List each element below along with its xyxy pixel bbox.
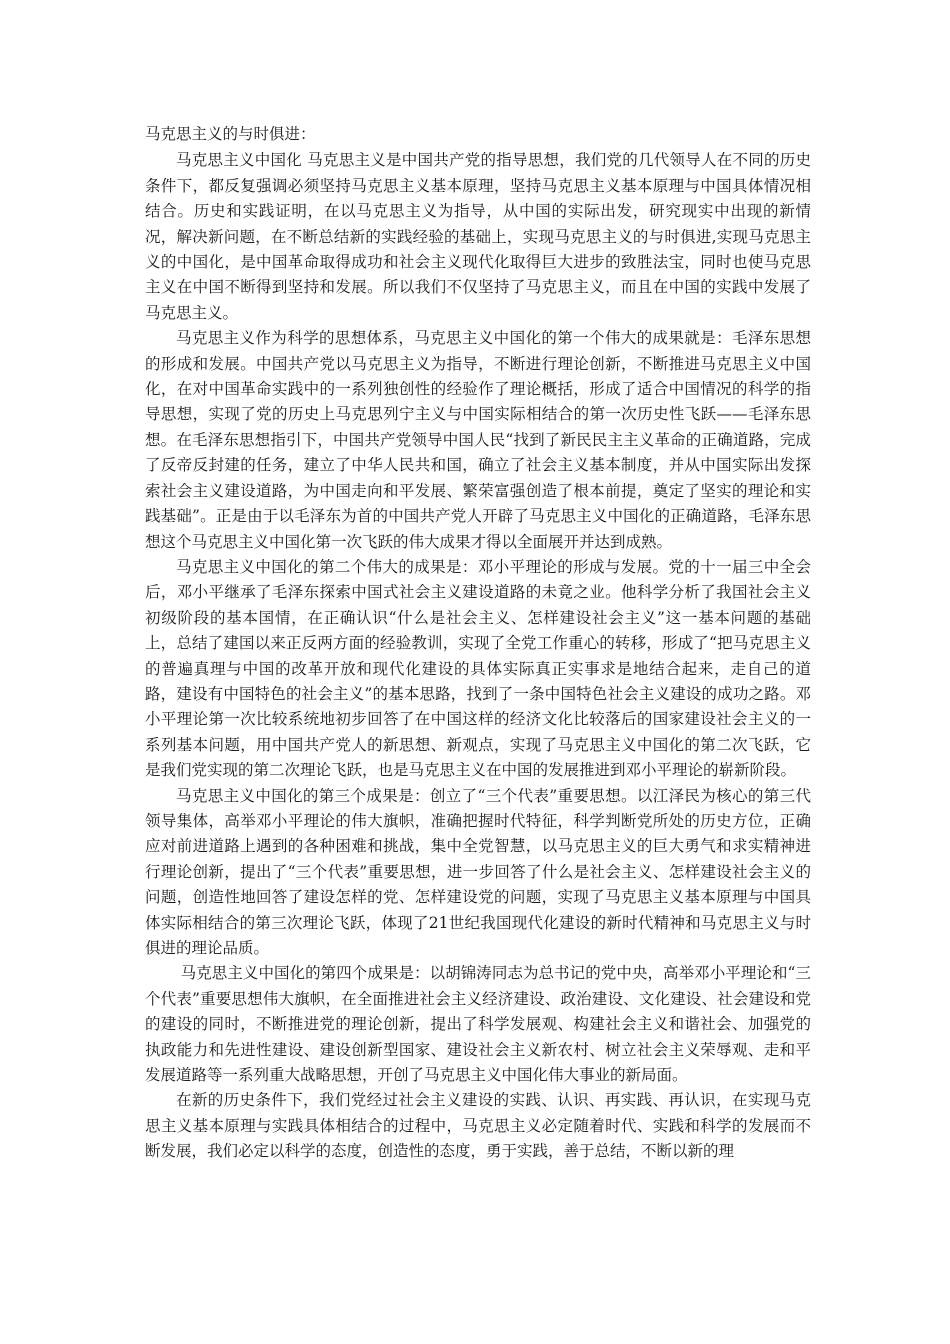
paragraph-3: 马克思主义中国化的第二个伟大的成果是：邓小平理论的形成与发展。党的十一届三中全会后，邓小平继承了毛泽东探索中国式社会主义建设道路的未竟之业。他科学分析了我国社会主义初级阶段的基本国情，在正确认识“什么是社会主义、怎样建设社会主义”这一基本问题的基础上，总结了建国以来正反两方面的经验教训，实现了全党工作重心的转移，形成了“把马克思主义的普遍真理与中国的改革开放和现代化建设的具体实际真正实事求是地结合起来，走自己的道路，建设有中国特色的社会主义”的基本思路，找到了一条中国特色社会主义建设的成功之路。邓小平理论第一次比较系统地初步回答了在中国这样的经济文化比较落后的国家建设社会主义的一系列基本问题，用中国共产党人的新思想、新观点，实现了马克思主义中国化的第二次飞跃，它是我们党实现的第二次理论飞跃，也是马克思主义在中国的发展推进到邓小平理论的崭新阶段。 <box>145 557 811 780</box>
document-body <box>145 122 811 1165</box>
document-heading: 马克思主义的与时俱进： <box>145 125 316 143</box>
paragraph-4: 马克思主义中国化的第三个成果是：创立了“三个代表”重要思想。以江泽民为核心的第三代领导集体，高举邓小平理论的伟大旗帜，准确把握时代特征，科学判断党所处的历史方位，正确应对前进道路上遇到的各种困难和挑战，集中全党智慧，以马克思主义的巨大勇气和求实精神进行理论创新，提出了“三个代表”重要思想，进一步回答了什么是社会主义、怎样建设社会主义的问题，创造性地回答了建设怎样的党、怎样建设党的问题，实现了马克思主义基本原理与中国具体实际相结合的第三次理论飞跃，体现了21世纪我国现代化建设的新时代精神和马克思主义与时俱进的理论品质。 <box>145 786 811 957</box>
paragraph-1: 马克思主义中国化 马克思主义是中国共产党的指导思想，我们党的几代领导人在不同的历史条件下，都反复强调必须坚持马克思主义基本原理，坚持马克思主义基本原理与中国具体情况相结合。历史和实践证明，在以马克思主义为指导，从中国的实际出发，研究现实中出现的新情况，解决新问题，在不断总结新的实践经验的基础上，实现马克思主义的与时俱进,实现马克思主义的中国化，是中国革命取得成功和社会主义现代化取得巨大进步的致胜法宝，同时也使马克思主义在中国不断得到坚持和发展。所以我们不仅坚持了马克思主义，而且在中国的实践中发展了马克思主义。 <box>145 151 811 322</box>
paragraph-2: 马克思主义作为科学的思想体系，马克思主义中国化的第一个伟大的成果就是：毛泽东思想的形成和发展。中国共产党以马克思主义为指导，不断进行理论创新，不断推进马克思主义中国化，在对中国革命实践中的一系列独创性的经验作了理论概括，形成了适合中国情况的科学的指导思想，实现了党的历史上马克思列宁主义与中国实际相结合的第一次历史性飞跃——毛泽东思想。在毛泽东思想指引下，中国共产党领导中国人民“找到了新民民主主义革命的正确道路，完成了反帝反封建的任务，建立了中华人民共和国，确立了社会主义基本制度，并从中国实际出发探索社会主义建设道路，为中国走向和平发展、繁荣富强创造了根本前提，奠定了坚实的理论和实践基础”。正是由于以毛泽东为首的中国共产党人开辟了马克思主义中国化的正确道路，毛泽东思想这个马克思主义中国化第一次飞跃的伟大成果才得以全面展开并达到成熟。 <box>145 329 811 551</box>
paragraph-5: 马克思主义中国化的第四个成果是：以胡锦涛同志为总书记的党中央，高举邓小平理论和“三个代表”重要思想伟大旗帜，在全面推进社会主义经济建设、政治建设、文化建设、社会建设和党的建设的同时，不断推进党的理论创新，提出了科学发展观、构建社会主义和谐社会、加强党的执政能力和先进性建设、建设创新型国家、建设社会主义新农村、树立社会主义荣辱观、走和平发展道路等一系列重大战略思想，开创了马克思主义中国化伟大事业的新局面。 <box>145 964 811 1085</box>
paragraph-6: 在新的历史条件下，我们党经过社会主义建设的实践、认识、再实践、再认识，在实现马克思主义基本原理与实践具体相结合的过程中，马克思主义必定随着时代、实践和科学的发展而不断发展，我们必定以科学的态度，创造性的态度，勇于实践，善于总结，不断以新的理 <box>145 1091 811 1161</box>
